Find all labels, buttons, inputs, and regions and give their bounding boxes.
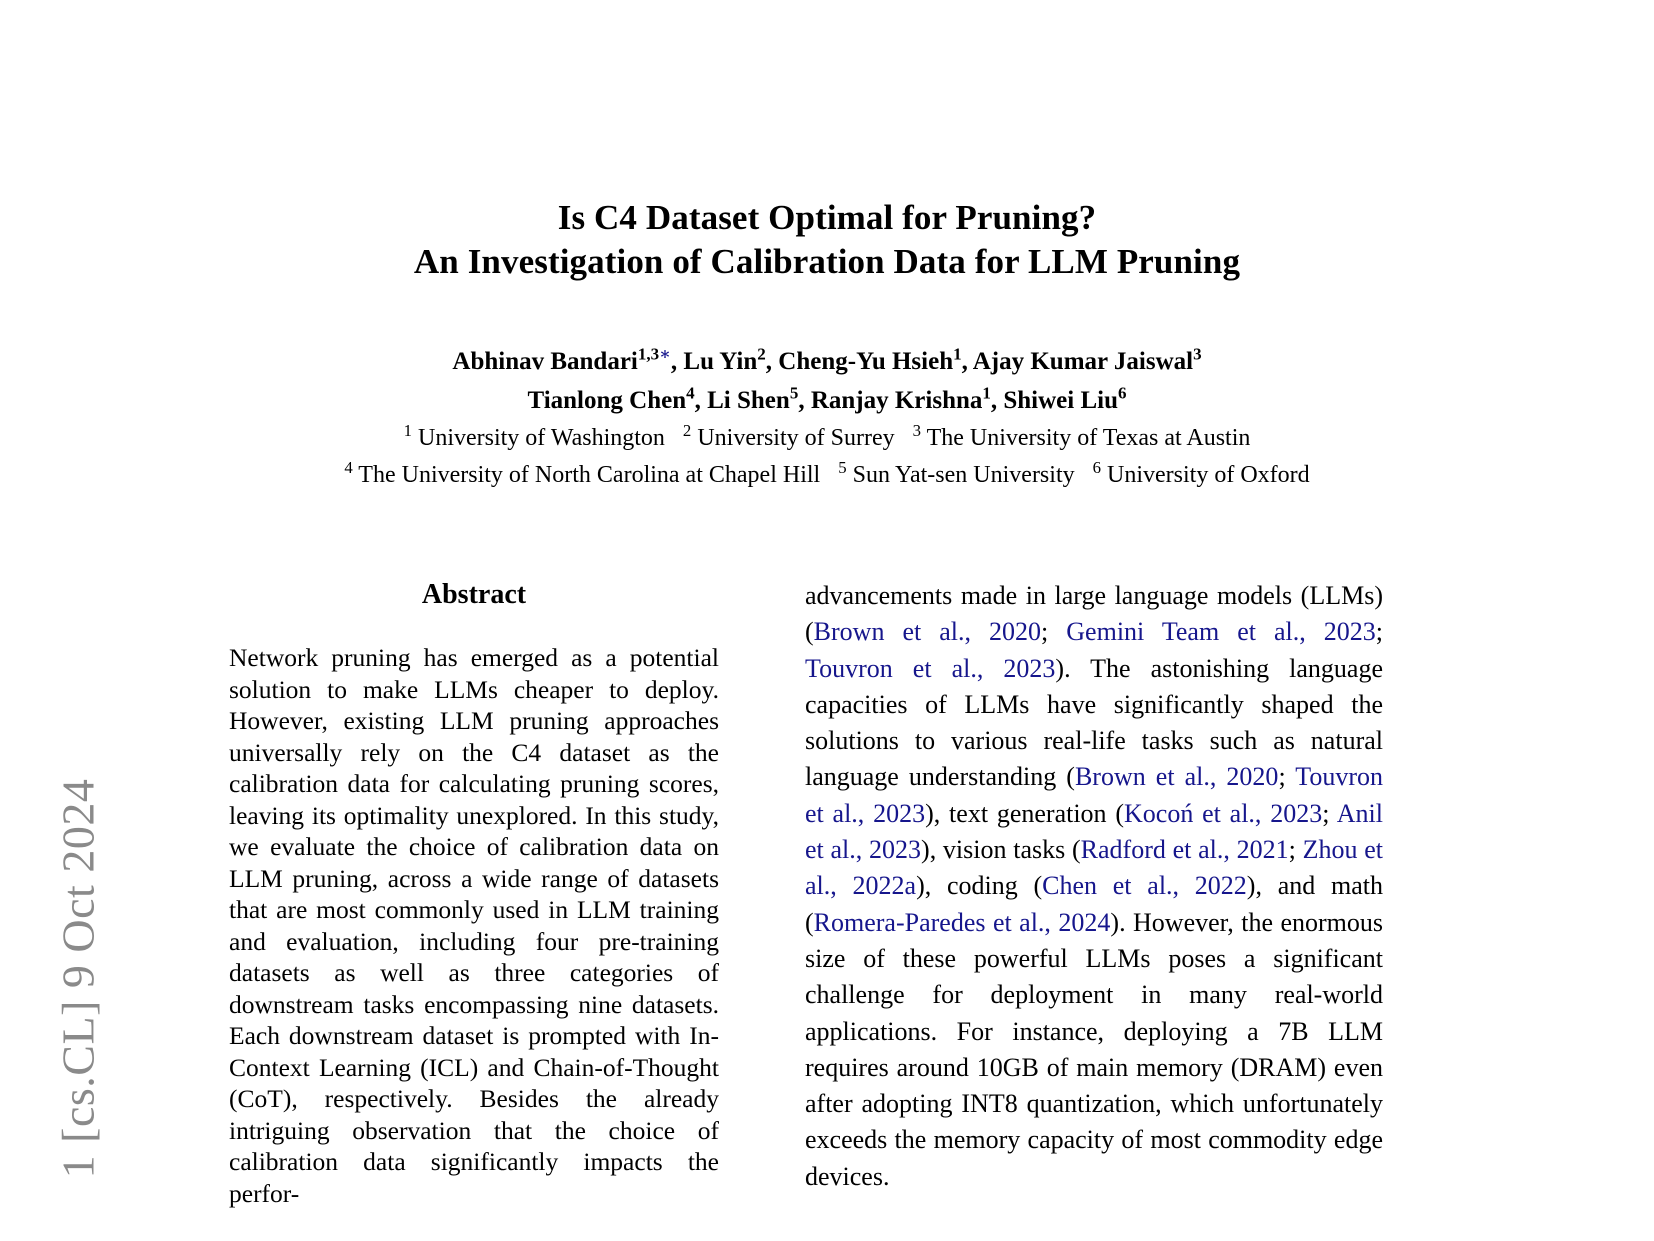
affiliation-marker: 1 [403, 421, 412, 440]
citation-link[interactable]: Romera-Paredes et al., 2024 [813, 907, 1111, 937]
corresponding-author-marker[interactable]: ∗ [659, 344, 671, 364]
affiliation-item [1092, 458, 1310, 488]
author-affiliation-marker: 5 [789, 383, 799, 403]
abstract-heading: Abstract [421, 579, 527, 610]
author-affiliation-marker: 4 [686, 383, 695, 403]
citation-link[interactable]: Kocoń et al., 2023 [1124, 798, 1323, 828]
affiliation-name: University of Surrey [691, 425, 895, 451]
abstract-body: Network pruning has emerged as a potential solution to make LLMs cheaper to deploy. However, existing LLM pruning approaches universally rely on the C4 dataset as the calibration data for calculating pruning scores, leaving its optimality unexplored. In this study, we evaluate the choice of calibration data on LLM pruning, across a wide range of datasets that are most commonly used in LLM training and evaluation, including four pre-training datasets as well as three categories of downstream tasks encompassing nine datasets. Each downstream dataset is prompted with In-Context Learning (ICL) and Chain-of-Thought (CoT), respectively. Besides the already intriguing observation that the choice of calibration data significantly impacts the perfor- [229, 643, 719, 1208]
author-affiliation-marker: 6 [1118, 383, 1127, 403]
author-name: Shiwei Liu [1003, 387, 1118, 414]
author-affiliation-marker: 3 [1193, 344, 1202, 364]
author-affiliation-marker: 2 [757, 344, 766, 364]
affiliation-marker: 5 [838, 458, 847, 477]
affiliation-item [403, 421, 665, 451]
author-name: Li Shen [707, 387, 790, 414]
citation-link[interactable]: Brown et al., 2020 [813, 617, 1042, 647]
affiliation-name: Sun Yat-sen University [846, 462, 1075, 488]
author-name: Tianlong Chen [527, 387, 687, 414]
page-title [0, 196, 1654, 284]
affiliation-name: The University of North Carolina at Chapel Hill [352, 462, 821, 488]
author-name: Lu Yin [683, 348, 758, 375]
affiliation-marker: 3 [912, 421, 921, 440]
author-affiliation-marker: 1,3∗ [637, 344, 671, 364]
citation-link[interactable]: Touvron et al., 2023 [805, 762, 1383, 828]
title-line-2: An Investigation of Calibration Data for LLM Pruning [413, 242, 1241, 281]
author-affiliation-marker: 1 [982, 383, 991, 403]
author-name: Abhinav Bandari [452, 348, 638, 375]
author-line-2: Tianlong Chen$^4$, Li Shen$^5$, Ranjay Krishna$^1$, Shiwei Liu$^6$ [527, 383, 1127, 414]
citation-link[interactable]: Gemini Team et al., 2023 [1066, 617, 1376, 647]
citation-link[interactable]: Brown et al., 2020 [1074, 762, 1279, 792]
author-line-1: Abhinav Bandari$^{1,3∗}$, Lu Yin$^2$, Cheng-Yu Hsieh$^1$, Ajay Kumar Jaiswal$^3$ [452, 344, 1202, 375]
introduction-column [805, 578, 1383, 1195]
introduction-body: advancements made in large language models (LLMs) (Brown et al., 2020; Gemini Team et al., 2023; Touvron et al., 2023). The astonishing language capacities of LLMs have significantly shaped the solutions to various real-life tasks such as natural language understanding (Brown et al., 2020; Touvron et al., 2023), text generation (Kocoń et al., 2023; Anil et al., 2023), vision tasks (Radford et al., 2021; Zhou et al., 2022a), coding (Chen et al., 2022), and math (Romera-Paredes et al., 2024). However, the enormous size of these powerful LLMs poses a significant challenge for deployment in many real-world applications. For instance, deploying a 7B LLM requires around 10GB of main memory (DRAM) even after adopting INT8 quantization, which unfortunately exceeds the memory capacity of most commodity edge devices. [805, 581, 1384, 1191]
title-line-1: Is C4 Dataset Optimal for Pruning? [557, 198, 1097, 237]
author-name: Ranjay Krishna [810, 387, 983, 414]
citation-link[interactable]: Touvron et al., 2023 [805, 653, 1056, 683]
abstract-column [229, 578, 719, 1209]
author-name: Cheng-Yu Hsieh [778, 348, 954, 375]
affiliation-line-1 [0, 420, 1654, 457]
affiliation-name: University of Oxford [1101, 462, 1310, 488]
affiliation-marker: 4 [344, 458, 353, 477]
citation-link[interactable]: Radford et al., 2021 [1080, 835, 1289, 865]
affiliation-marker: 6 [1092, 458, 1101, 477]
citation-link[interactable]: Anil et al., 2023 [805, 798, 1384, 865]
arxiv-identifier-stamp: 1 [cs.CL] 9 Oct 2024 [52, 778, 104, 1179]
affiliation-item [682, 421, 895, 451]
affiliation-line-2 [0, 457, 1654, 494]
citation-link[interactable]: Chen et al., 2022 [1042, 871, 1247, 901]
affiliation-marker: 2 [682, 421, 692, 440]
author-list [0, 342, 1654, 420]
affiliation-name: The University of Texas at Austin [921, 425, 1251, 451]
affiliation-name: University of Washington [411, 425, 665, 451]
affiliation-item [344, 458, 821, 488]
author-name: Ajay Kumar Jaiswal [972, 348, 1194, 375]
affiliation-list [0, 420, 1654, 494]
affiliation-item [838, 458, 1075, 488]
author-affiliation-marker: 1 [953, 344, 962, 364]
affiliation-item [912, 421, 1251, 451]
citation-link[interactable]: Zhou et al., 2022a [805, 835, 1384, 901]
